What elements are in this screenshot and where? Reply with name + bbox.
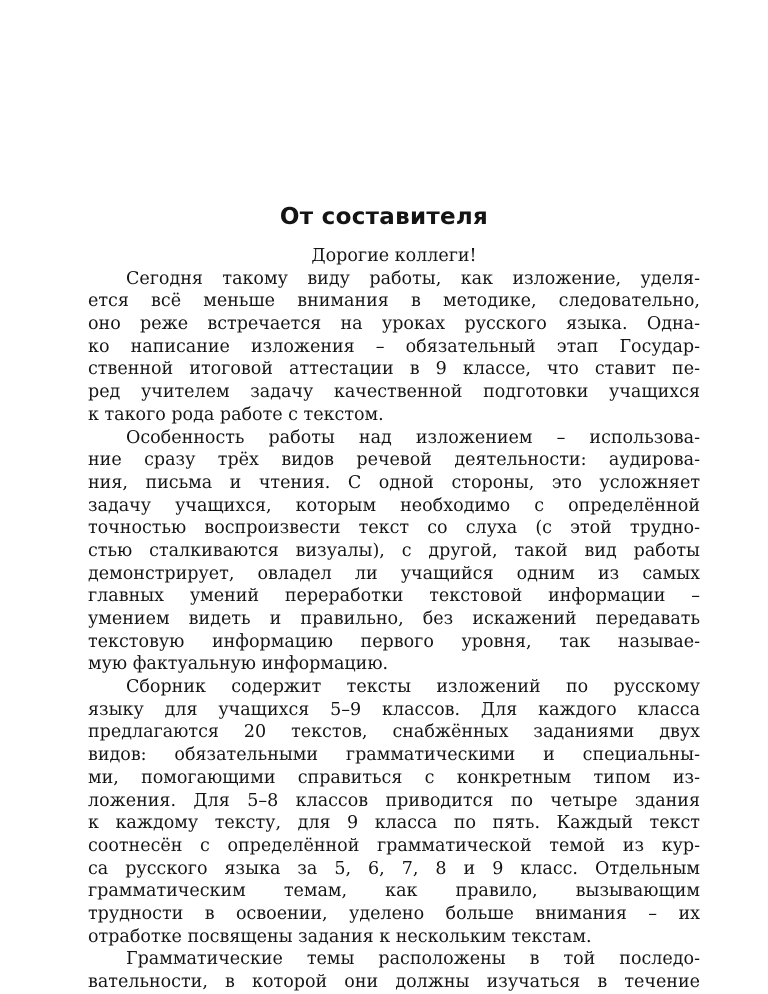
text-line: ния, письма и чтения. С одной стороны, это усложняет <box>88 472 700 493</box>
text-line: трудности в освоении, уделено больше внимания – их <box>88 903 700 924</box>
text-line: отработке посвящены задания к нескольким текстам. <box>88 926 592 947</box>
text-line: ние сразу трёх видов речевой деятельности: аудирова- <box>88 450 700 471</box>
text-line: ко написание изложения – обязательный этап Государ- <box>88 336 700 357</box>
text-line: вательности, в которой они должны изучаться в течение <box>88 972 700 992</box>
text-line: грамматическим темам, как правило, вызывающим <box>88 881 700 902</box>
text-line: видов: обязательными грамматическими и специальны- <box>88 745 700 766</box>
text-line: ложения. Для 5–8 классов приводится по четыре здания <box>88 790 700 811</box>
text-line: ственной итоговой аттестации в 9 классе, что ставит пе- <box>88 359 700 380</box>
page-title: От составителя <box>279 204 489 230</box>
text-line: главных умений переработки текстовой информации – <box>88 586 700 607</box>
text-line: языку для учащихся 5–9 классов. Для каждого класса <box>88 699 700 720</box>
text-line: текстовую информацию первого уровня, так называе- <box>88 631 700 652</box>
text-line: к каждому тексту, для 9 класса по пять. Каждый текст <box>88 813 700 834</box>
text-line: Особенность работы над изложением – использова- <box>126 427 700 448</box>
text-line: умением видеть и правильно, без искажений передавать <box>88 609 700 629</box>
text-line: предлагаются 20 текстов, снабжённых заданиями двух <box>88 722 700 743</box>
text-line: ред учителем задачу качественной подготовки учащихся <box>88 382 700 403</box>
text-line: Грамматические темы расположены в той последо- <box>126 949 700 970</box>
text-line: к такого рода работе с текстом. <box>88 404 384 425</box>
text-line: ется всё меньше внимания в методике, следовательно, <box>88 291 700 312</box>
text-line: са русского языка за 5, 6, 7, 8 и 9 класс. Отдельным <box>88 858 700 879</box>
text-line: мую фактуальную информацию. <box>88 654 389 675</box>
text-line: соотнесён с определённой грамматической темой из кур- <box>88 835 700 856</box>
text-line: ми, помогающими справиться с конкретным типом из- <box>88 767 700 788</box>
text-line: демонстрирует, овладел ли учащийся одним из самых <box>88 563 700 584</box>
greeting: Дорогие коллеги! <box>311 246 477 266</box>
text-line: стью сталкиваются визуалы), с другой, такой вид работы <box>88 540 700 561</box>
text-line: оно реже встречается на уроках русского языка. Одна- <box>88 314 700 335</box>
body-text <box>88 245 700 994</box>
text-line: точностью воспроизвести текст со слуха (с этой трудно- <box>88 518 700 539</box>
text-line: Сборник содержит тексты изложений по русскому <box>126 677 700 698</box>
text-line: Сегодня такому виду работы, как изложение, уделя- <box>126 268 700 289</box>
text-line: задачу учащихся, которым необходимо с определённой <box>88 495 700 516</box>
